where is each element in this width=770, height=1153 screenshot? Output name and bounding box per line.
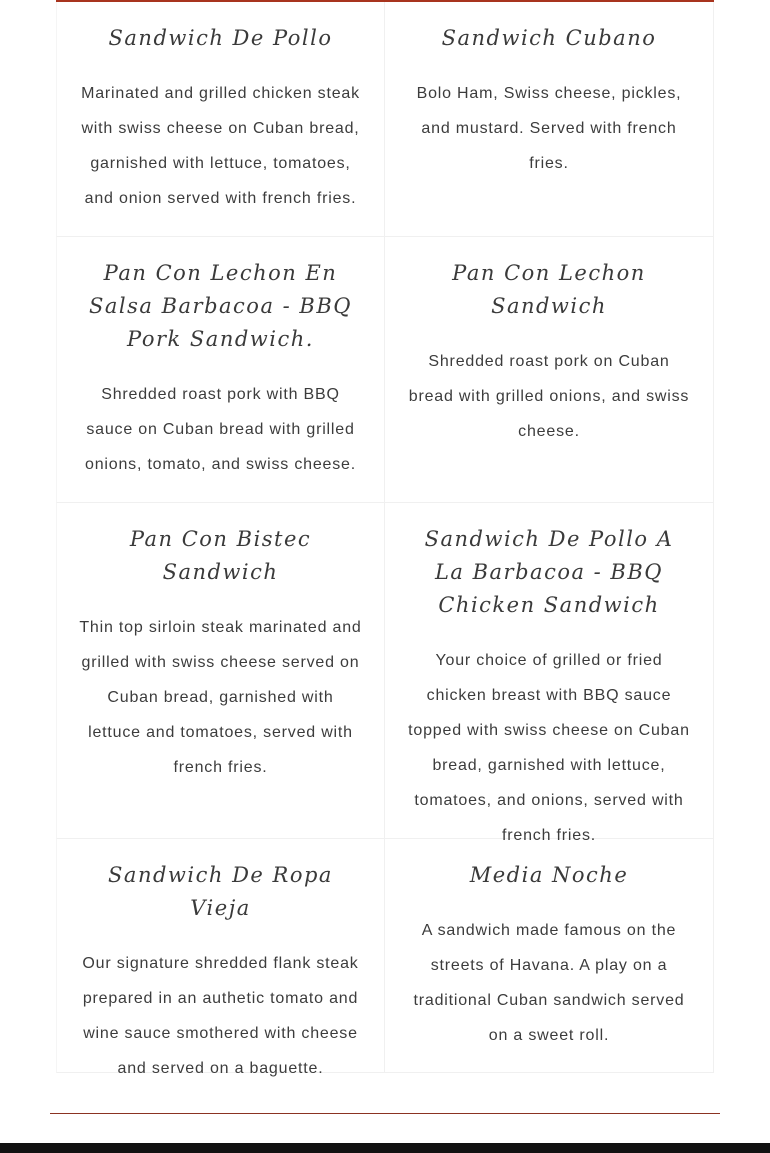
menu-item-title: Sandwich Cubano <box>441 26 657 50</box>
menu-item-description: Our signature shredded flank steak prepared in an authetic tomato and wine sauce smothered with cheese and served on a baguette. <box>82 955 359 1077</box>
menu-item-title: Pan Con Lechon Sandwich <box>452 261 646 318</box>
menu-item-title: Sandwich De Ropa Vieja <box>108 863 333 920</box>
menu-item-title: Media Noche <box>469 863 629 887</box>
sandwich-menu-grid <box>56 2 714 1077</box>
menu-item-bbq-chicken-sandwich <box>385 503 714 844</box>
menu-item-pan-con-lechon <box>385 237 714 503</box>
menu-item-description: Your choice of grilled or fried chicken breast with BBQ sauce topped with swiss cheese on Cuban bread, garnished with lettuce, tomatoes, and onions, served with french fries. <box>408 652 690 844</box>
menu-item-ropa-vieja <box>56 839 385 1077</box>
menu-item-bbq-pork-sandwich <box>56 237 385 503</box>
menu-item-title: Pan Con Lechon En Salsa Barbacoa - BBQ Pork Sandwich. <box>89 261 352 351</box>
menu-item-description: Thin top sirloin steak marinated and grilled with swiss cheese served on Cuban bread, garnished with lettuce and tomatoes, served with french fries. <box>79 619 362 776</box>
menu-item-pan-con-bistec <box>56 503 385 839</box>
menu-item-description: Shredded roast pork with BBQ sauce on Cuban bread with grilled onions, tomato, and swiss cheese. <box>85 386 356 473</box>
menu-item-description: Marinated and grilled chicken steak with swiss cheese on Cuban bread, garnished with lettuce, tomatoes, and onion served with french fries. <box>81 85 360 207</box>
menu-item-title: Sandwich De Pollo <box>108 26 333 50</box>
menu-item-description: A sandwich made famous on the streets of Havana. A play on a traditional Cuban sandwich served on a sweet roll. <box>413 922 685 1044</box>
menu-item-description: Bolo Ham, Swiss cheese, pickles, and mustard. Served with french fries. <box>416 85 682 172</box>
menu-item-media-noche <box>385 839 714 1073</box>
bottom-divider <box>50 1113 720 1114</box>
menu-item-description: Shredded roast pork on Cuban bread with grilled onions, and swiss cheese. <box>408 353 690 440</box>
footer-bar <box>0 1143 770 1153</box>
menu-item-title: Pan Con Bistec Sandwich <box>129 527 312 584</box>
menu-item-sandwich-cubano <box>385 2 714 237</box>
menu-item-sandwich-de-pollo <box>56 2 385 237</box>
menu-item-title: Sandwich De Pollo A La Barbacoa - BBQ Chicken Sandwich <box>424 527 674 617</box>
